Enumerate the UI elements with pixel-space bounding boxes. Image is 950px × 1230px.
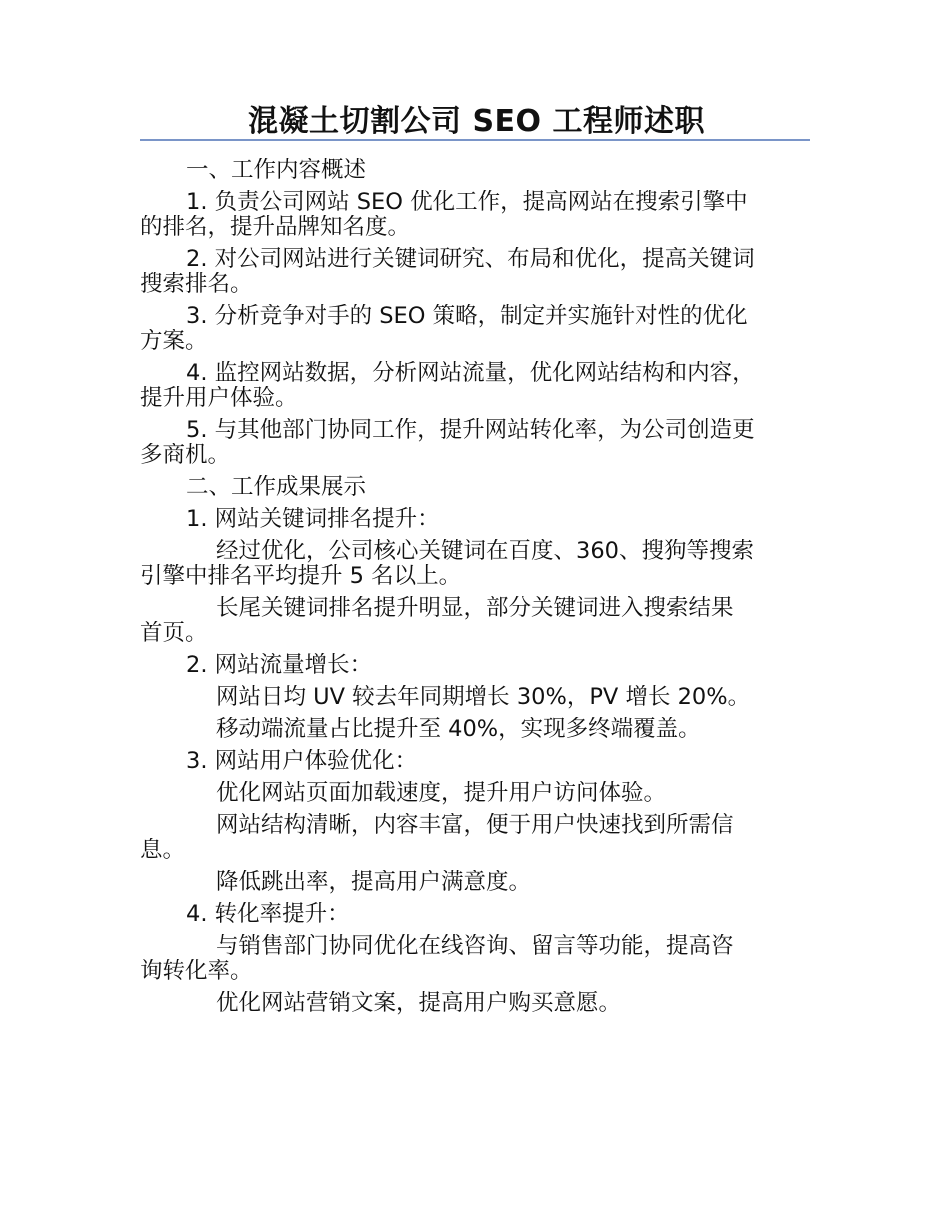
document-title: 混凝土切割公司 SEO 工程师述职 xyxy=(248,104,705,139)
list-item-line: 4. 监控网站数据，分析网站流量，优化网站结构和内容， xyxy=(186,361,755,386)
bullet-line: 移动端流量占比提升至 40%，实现多终端覆盖。 xyxy=(216,717,701,742)
list-item-continuation: 的排名，提升品牌知名度。 xyxy=(140,215,411,240)
document-body xyxy=(140,158,812,1023)
list-item-line: 3. 分析竞争对手的 SEO 策略，制定并实施针对性的优化 xyxy=(186,304,748,329)
title-underline xyxy=(140,139,810,141)
bullet-point xyxy=(140,596,812,646)
list-item xyxy=(140,247,812,297)
subsection-label: 2. 网站流量增长： xyxy=(186,653,373,678)
bullet-point xyxy=(140,539,812,589)
list-item-line: 5. 与其他部门协同工作，提升网站转化率，为公司创造更 xyxy=(186,418,755,443)
bullet-continuation: 息。 xyxy=(140,838,186,863)
bullet-continuation: 引擎中排名平均提升 5 名以上。 xyxy=(140,564,462,589)
bullet-line: 优化网站营销文案，提高用户购买意愿。 xyxy=(216,991,622,1016)
bullet-continuation: 首页。 xyxy=(140,621,208,646)
list-item-line: 2. 对公司网站进行关键词研究、布局和优化，提高关键词 xyxy=(186,247,755,272)
bullet-continuation: 询转化率。 xyxy=(140,959,253,984)
subsection-label: 4. 转化率提升： xyxy=(186,902,350,927)
bullet-line: 降低跳出率，提高用户满意度。 xyxy=(216,870,532,895)
bullet-line: 与销售部门协同优化在线咨询、留言等功能，提高咨 xyxy=(216,934,734,959)
list-item-line: 1. 负责公司网站 SEO 优化工作，提高网站在搜索引擎中 xyxy=(186,190,748,215)
subsection-label: 3. 网站用户体验优化： xyxy=(186,749,418,774)
bullet-point xyxy=(140,934,812,984)
list-item-continuation: 提升用户体验。 xyxy=(140,386,298,411)
list-item xyxy=(140,190,812,240)
section-heading: 一、工作内容概述 xyxy=(186,158,367,183)
list-item-continuation: 搜索排名。 xyxy=(140,272,253,297)
bullet-line: 经过优化，公司核心关键词在百度、360、搜狗等搜索 xyxy=(216,539,754,564)
bullet-line: 优化网站页面加载速度，提升用户访问体验。 xyxy=(216,781,667,806)
list-item-continuation: 方案。 xyxy=(140,329,208,354)
list-item-continuation: 多商机。 xyxy=(140,443,231,468)
list-item xyxy=(140,418,812,468)
list-item xyxy=(140,361,812,411)
bullet-line: 网站结构清晰，内容丰富，便于用户快速找到所需信 xyxy=(216,813,734,838)
bullet-line: 长尾关键词排名提升明显，部分关键词进入搜索结果 xyxy=(216,596,734,621)
section-heading: 二、工作成果展示 xyxy=(186,475,367,500)
bullet-point xyxy=(140,813,812,863)
list-item xyxy=(140,304,812,354)
subsection-label: 1. 网站关键词排名提升： xyxy=(186,507,440,532)
bullet-line: 网站日均 UV 较去年同期增长 30%，PV 增长 20%。 xyxy=(216,685,751,710)
